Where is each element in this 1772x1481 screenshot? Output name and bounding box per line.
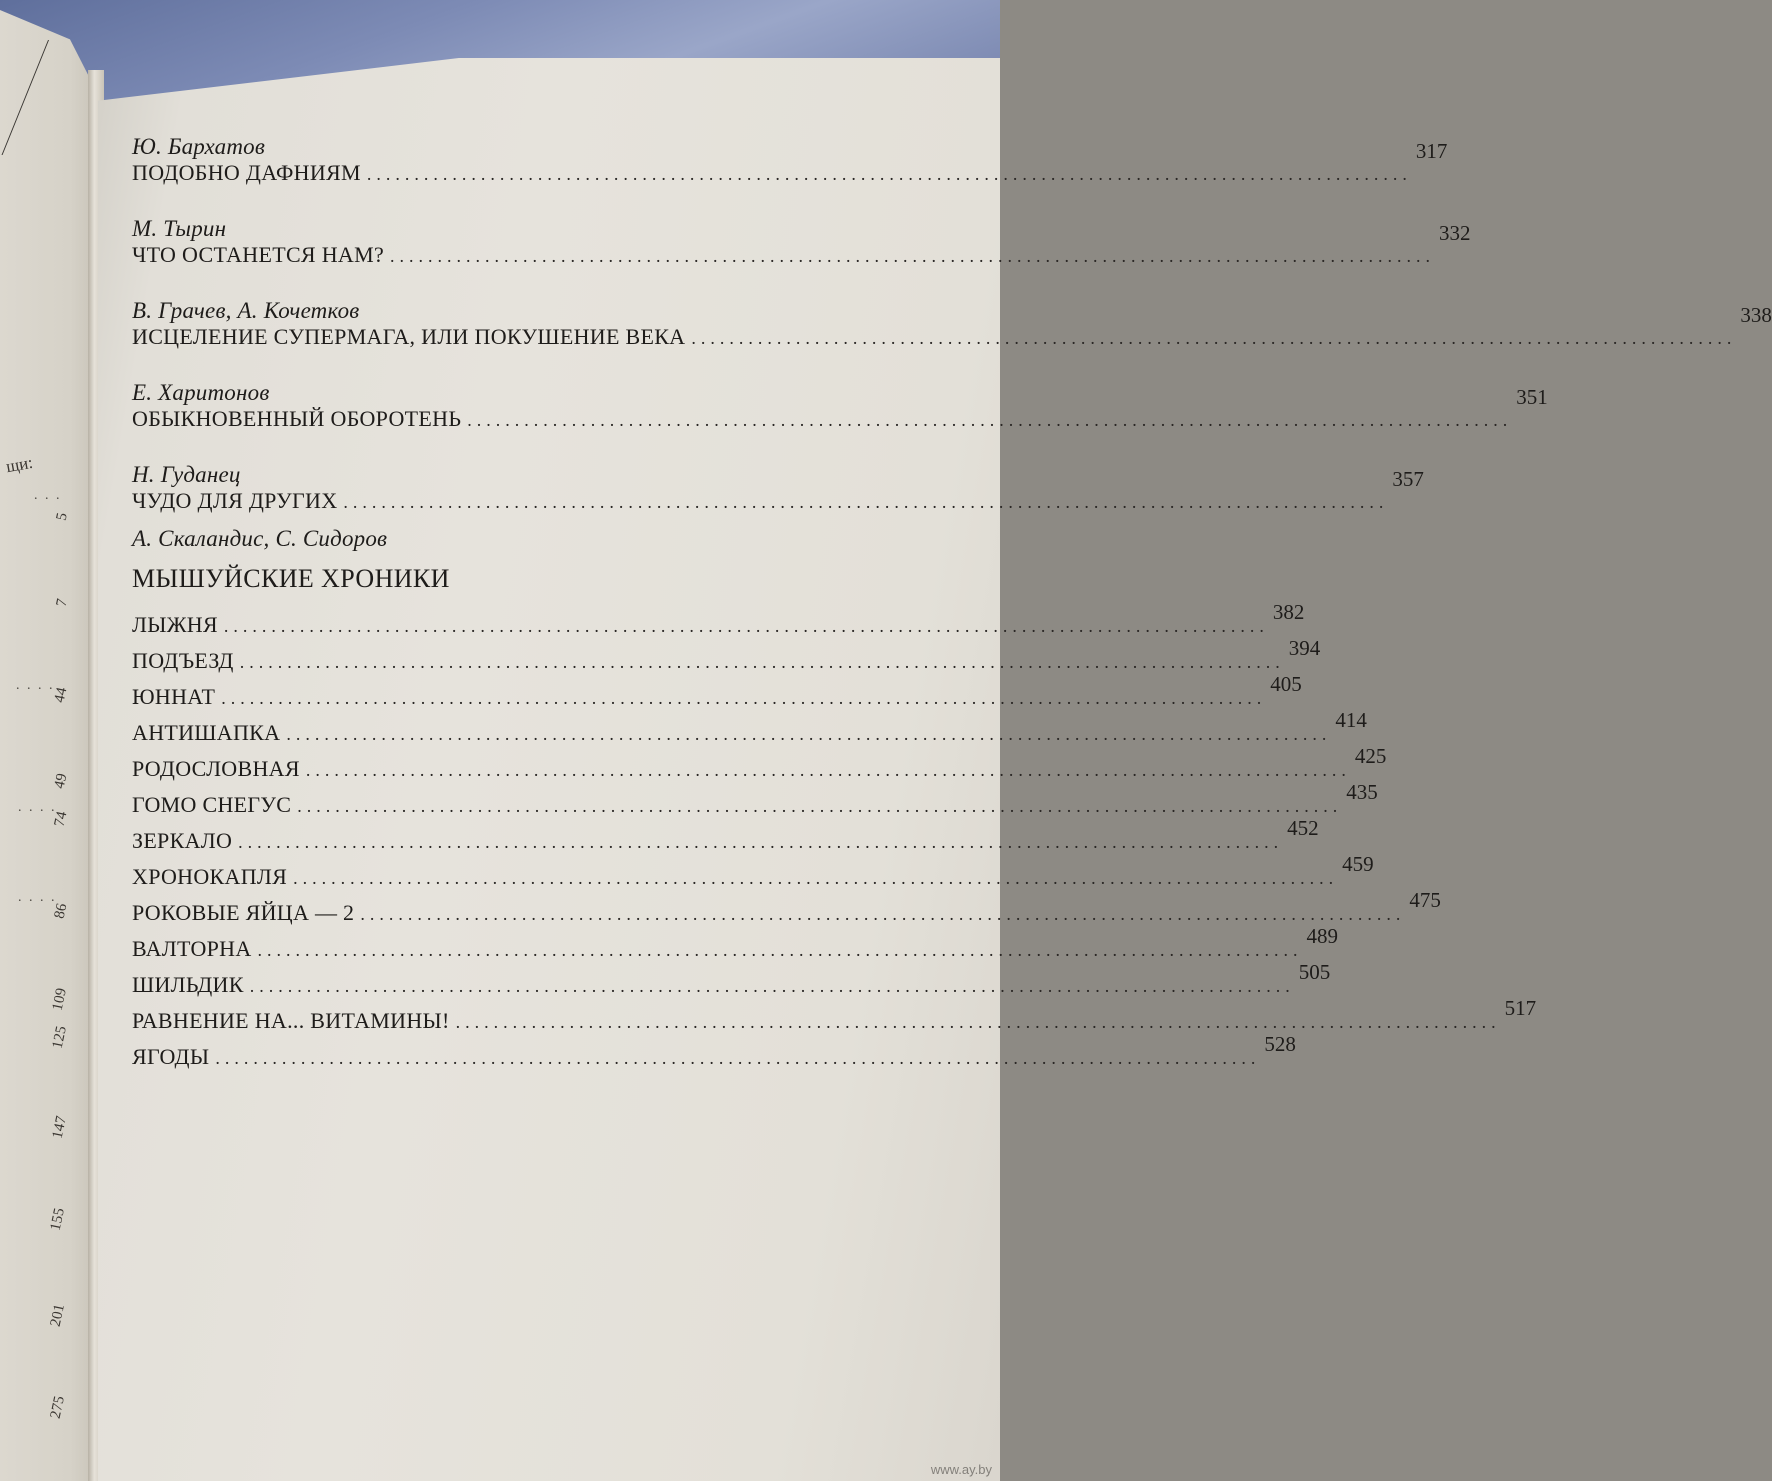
- left-page-number: 147: [49, 1114, 71, 1141]
- toc-entry: [132, 134, 1448, 186]
- entry-title: ШИЛЬДИК: [132, 972, 244, 997]
- entry-title: ГОМО СНЕГУС: [132, 792, 292, 817]
- entry-line: [132, 960, 1331, 998]
- entry-line: [132, 888, 1441, 926]
- dot-leader: ..............................................................................................................: [286, 724, 1332, 744]
- dot-leader: ..............................................................................................................: [249, 976, 1295, 996]
- toc-entry: [132, 380, 1548, 432]
- entry-page-number: 505: [1298, 960, 1331, 984]
- left-page-number: 49: [51, 772, 71, 791]
- dot-leader: ..............................................................................................................: [297, 796, 1343, 816]
- entry-author: Е. Харитонов: [132, 380, 270, 405]
- dot-leader: ..............................................................................................................: [467, 410, 1513, 430]
- entry-author: Ю. Бархатов: [132, 134, 266, 159]
- dot-leader: ..............................................................................................................: [366, 164, 1412, 184]
- cycle-section: [132, 526, 922, 594]
- left-leader: . . . .: [16, 678, 55, 693]
- toc-entry: [132, 298, 1772, 350]
- left-page-number: 109: [49, 986, 71, 1013]
- left-page-numbers: [0, 0, 100, 1481]
- entry-title: ИСЦЕЛЕНИЕ СУПЕРМАГА, ИЛИ ПОКУШЕНИЕ ВЕКА: [132, 324, 686, 349]
- left-page-number: 7: [53, 597, 71, 609]
- entry-title: ЮННАТ: [132, 684, 216, 709]
- cycle-item: [132, 672, 1302, 710]
- dot-leader: ..............................................................................................................: [215, 1048, 1261, 1068]
- entry-title: РОКОВЫЕ ЯЙЦА — 2: [132, 900, 355, 925]
- dot-leader: ..............................................................................................................: [223, 616, 1269, 636]
- left-page-number: 5: [53, 511, 71, 523]
- left-page-number: 74: [51, 810, 71, 829]
- dot-leader: ..............................................................................................................: [238, 832, 1284, 852]
- entry-page-number: 394: [1288, 636, 1321, 660]
- entry-page-number: 317: [1415, 139, 1448, 163]
- entry-title: ПОДЪЕЗД: [132, 648, 234, 673]
- left-page-number: 125: [49, 1024, 71, 1051]
- entry-page-number: 452: [1287, 816, 1319, 840]
- entry-line: [132, 708, 1367, 746]
- left-page-number: 275: [47, 1394, 69, 1421]
- cycle-item: [132, 708, 1367, 746]
- entry-line: [132, 996, 1537, 1034]
- entry-page-number: 338: [1740, 303, 1772, 327]
- entry-line: [132, 780, 1378, 818]
- entry-line: [132, 816, 1319, 854]
- entry-title: АНТИШАПКА: [132, 720, 281, 745]
- left-page-number: 86: [51, 902, 71, 921]
- dot-leader: ..............................................................................................................: [455, 1012, 1501, 1032]
- dot-leader: ..............................................................................................................: [293, 868, 1339, 888]
- entry-page-number: 382: [1272, 600, 1305, 624]
- entry-title: ПОДОБНО ДАФНИЯМ: [132, 160, 361, 185]
- dot-leader: ..............................................................................................................: [305, 760, 1351, 780]
- cycle-item: [132, 960, 1331, 998]
- entry-page-number: 489: [1306, 924, 1339, 948]
- left-page-fragment: щи:: [4, 452, 35, 477]
- entry-title: ЗЕРКАЛО: [132, 828, 233, 853]
- cycle-item: [132, 1032, 1296, 1070]
- left-leader: . . . .: [18, 800, 57, 815]
- cycle-item: [132, 996, 1537, 1034]
- entry-line: [132, 636, 1321, 674]
- cycle-item: [132, 816, 1319, 854]
- left-leader: . . .: [34, 488, 62, 503]
- entry-title: РАВНЕНИЕ НА... ВИТАМИНЫ!: [132, 1008, 450, 1033]
- left-page-number: 201: [47, 1302, 69, 1329]
- cycle-item: [132, 888, 1441, 926]
- entry-title: ОБЫКНОВЕННЫЙ ОБОРОТЕНЬ: [132, 406, 462, 431]
- cycle-item: [132, 852, 1374, 890]
- cycle-item: [132, 744, 1387, 782]
- entry-line: [132, 924, 1339, 962]
- entry-author: В. Грачев, А. Кочетков: [132, 298, 360, 323]
- entry-line: [132, 672, 1302, 710]
- left-page-number: 44: [51, 686, 71, 705]
- left-page-number: 155: [47, 1206, 69, 1233]
- entry-page-number: 351: [1516, 385, 1548, 409]
- dot-leader: ..............................................................................................................: [221, 688, 1267, 708]
- entry-page-number: 435: [1346, 780, 1378, 804]
- cycle-item: [132, 636, 1321, 674]
- dot-leader: ..............................................................................................................: [257, 940, 1303, 960]
- entry-title: ЛЫЖНЯ: [132, 612, 218, 637]
- cycle-item: [132, 600, 1305, 638]
- entry-line: [132, 1032, 1296, 1070]
- entry-page-number: 332: [1439, 221, 1471, 245]
- entry-page-number: 475: [1409, 888, 1441, 912]
- entry-line: [132, 600, 1305, 638]
- entry-title: ХРОНОКАПЛЯ: [132, 864, 288, 889]
- watermark: www.ay.by: [930, 1462, 992, 1477]
- dot-leader: ..............................................................................................................: [390, 246, 1436, 266]
- entry-page-number: 459: [1342, 852, 1374, 876]
- entry-title: ЯГОДЫ: [132, 1044, 210, 1069]
- cycle-item: [132, 780, 1378, 818]
- entry-page-number: 517: [1504, 996, 1537, 1020]
- entry-author: М. Тырин: [132, 216, 227, 241]
- cycle-title: МЫШУЙСКИЕ ХРОНИКИ: [132, 564, 450, 593]
- entry-title: ЧУДО ДЛЯ ДРУГИХ: [132, 488, 338, 513]
- dot-leader: ..............................................................................................................: [691, 328, 1737, 348]
- entry-title: РОДОСЛОВНАЯ: [132, 756, 300, 781]
- cycle-author: А. Скаландис, С. Сидоров: [132, 526, 388, 551]
- entry-line: [132, 852, 1374, 890]
- entry-title: ВАЛТОРНА: [132, 936, 252, 961]
- toc-entry: [132, 216, 1471, 268]
- entry-page-number: 414: [1335, 708, 1367, 732]
- entry-line: [132, 744, 1387, 782]
- entry-author: Н. Гуданец: [132, 462, 241, 487]
- entry-page-number: 405: [1270, 672, 1302, 696]
- cycle-item: [132, 924, 1339, 962]
- left-leader: . . . .: [18, 890, 57, 905]
- toc-entry: [132, 462, 1424, 514]
- dot-leader: ..............................................................................................................: [360, 904, 1406, 924]
- entry-title: ЧТО ОСТАНЕТСЯ НАМ?: [132, 242, 385, 267]
- dot-leader: ..............................................................................................................: [343, 492, 1389, 512]
- entry-page-number: 357: [1392, 467, 1424, 491]
- entry-page-number: 425: [1354, 744, 1387, 768]
- entry-page-number: 528: [1264, 1032, 1296, 1056]
- dot-leader: ..............................................................................................................: [239, 652, 1285, 672]
